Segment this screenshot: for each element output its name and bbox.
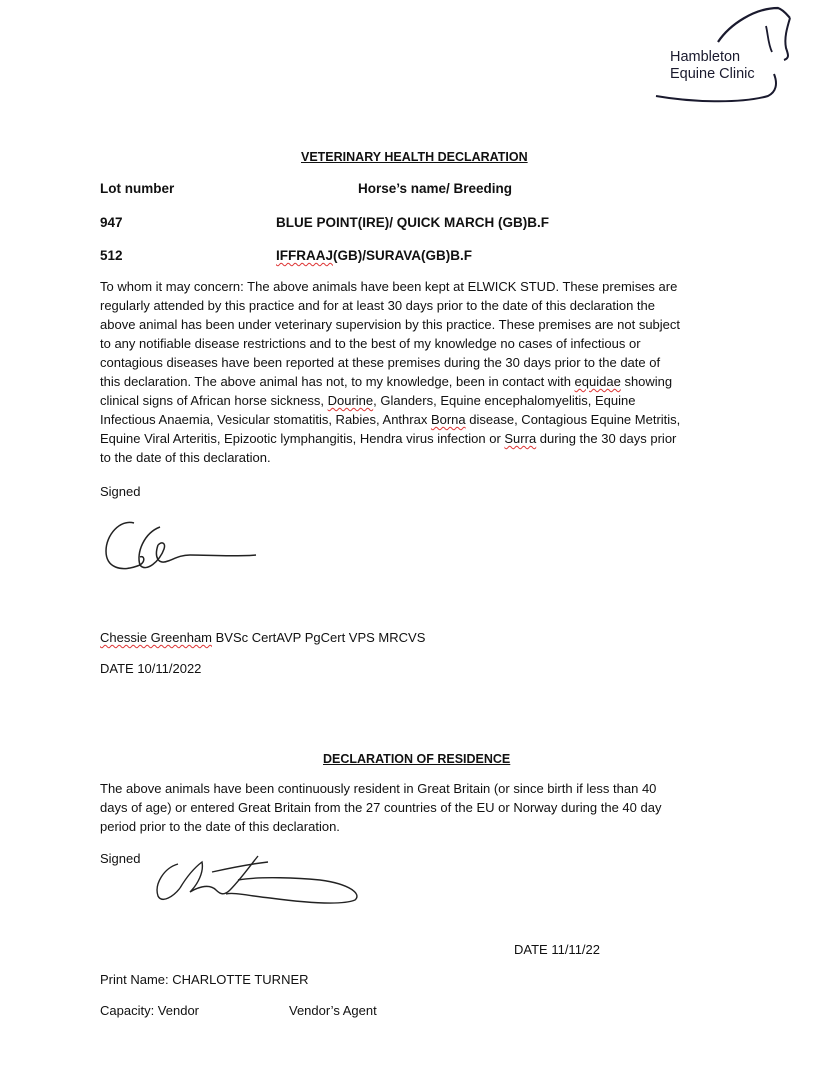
paragraph-line (100, 372, 740, 391)
paragraph-line: To whom it may concern: The above animals have been kept at ELWICK STUD. These premises are (100, 279, 678, 294)
capacity-vendor: Capacity: Vendor (100, 1003, 200, 1018)
text-span: this declaration. The above animal has not, to my knowledge, been in contact with (100, 374, 575, 389)
paragraph-line: to the date of this declaration. (100, 450, 271, 465)
paragraph-line (100, 391, 740, 410)
vendor-signature (150, 850, 365, 910)
clinic-logo (650, 4, 800, 104)
lot-number-header: Lot number (100, 181, 175, 196)
text-span: Dourine (327, 393, 374, 408)
residence-paragraph (100, 779, 740, 836)
health-date: DATE 10/11/2022 (100, 661, 202, 676)
vet-name (100, 628, 425, 647)
signed-label: Signed (100, 851, 141, 866)
vet-qualifications: BVSc CertAVP PgCert VPS MRCVS (212, 630, 426, 645)
vet-name-first: Chessie Greenham (100, 630, 212, 645)
text-span: during the 30 days prior (536, 431, 677, 446)
text-span: clinical signs of African horse sickness, (100, 393, 328, 408)
horse-name-part: IFFRAAJ (276, 248, 333, 263)
residence-title: DECLARATION OF RESIDENCE (323, 752, 511, 766)
horse-name-part: (GB)/SURAVA(GB)B.F (333, 248, 472, 263)
paragraph-line: regularly attended by this practice and for at least 30 days prior to the date of this declaration the (100, 298, 655, 313)
paragraph-line: period prior to the date of this declaration. (100, 819, 340, 834)
text-span: equidae (574, 374, 621, 389)
text-span: Surra (504, 431, 537, 446)
logo-line-2: Equine Clinic (670, 66, 755, 82)
health-paragraph (100, 277, 740, 467)
text-span: , Glanders, Equine encephalomyelitis, Equine (373, 393, 636, 408)
paragraph-line: The above animals have been continuously resident in Great Britain (or since birth if less than 40 (100, 781, 657, 796)
text-span: Borna (430, 412, 466, 427)
residence-date: DATE 11/11/22 (514, 942, 600, 957)
vet-signature (100, 513, 270, 583)
paragraph-line: to any notifiable disease restrictions and to the best of my knowledge no cases of infectious or (100, 336, 641, 351)
paragraph-line (100, 410, 740, 429)
logo-line-1: Hambleton (670, 49, 741, 65)
signed-label: Signed (100, 484, 141, 499)
text-span: showing (620, 374, 673, 389)
text-span: Equine Viral Arteritis, Epizootic lymphangitis, Hendra virus infection or (100, 431, 505, 446)
capacity-agent: Vendor’s Agent (289, 1003, 377, 1018)
text-span: disease, Contagious Equine Metritis, (465, 412, 681, 427)
lot-number: 947 (100, 215, 123, 230)
text-span: Infectious Anaemia, Vesicular stomatitis, Rabies, Anthrax (100, 412, 431, 427)
horse-name (276, 246, 472, 265)
paragraph-line (100, 429, 740, 448)
paragraph-line: contagious diseases have been reported at these premises during the 30 days prior to the date of (100, 355, 661, 370)
paragraph-line: days of age) or entered Great Britain from the 27 countries of the EU or Norway during the 40 day (100, 800, 662, 815)
lot-number: 512 (100, 248, 123, 263)
horse-name: BLUE POINT(IRE)/ QUICK MARCH (GB)B.F (276, 215, 549, 230)
horse-name-header: Horse’s name/ Breeding (358, 181, 513, 196)
health-declaration-title: VETERINARY HEALTH DECLARATION (301, 150, 528, 164)
print-name: Print Name: CHARLOTTE TURNER (100, 972, 309, 987)
paragraph-line: above animal has been under veterinary supervision by this practice. These premises are not subject (100, 317, 681, 332)
